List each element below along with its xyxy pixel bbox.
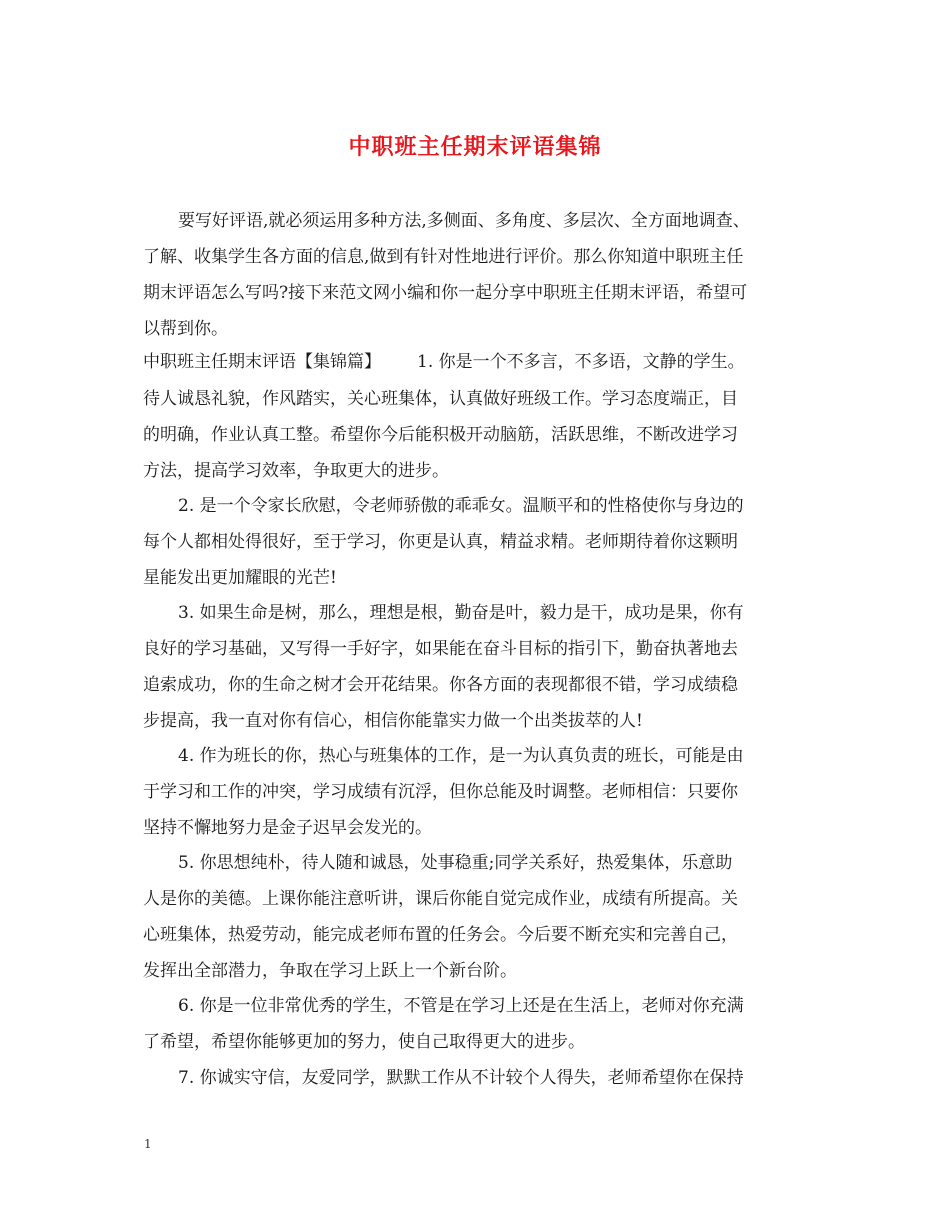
intro-line-1: 要写好评语,就必须运用多种方法,多侧面、多角度、多层次、全方面地调查、	[178, 211, 750, 231]
document-title: 中职班主任期末评语集锦	[348, 134, 602, 160]
comment-5-line-3: 心班集体，热爱劳动，能完成老师布置的任务会。今后要不断充实和完善自己，	[143, 925, 738, 945]
comment-1-line-2: 待人诚恳礼貌，作风踏实，关心班集体，认真做好班级工作。学习态度端正，目	[143, 389, 738, 409]
section-heading: 中职班主任期末评语【集锦篇】	[143, 352, 381, 372]
comment-3-line-3: 追索成功，你的生命之树才会开花结果。你各方面的表现都很不错，学习成绩稳	[143, 675, 738, 695]
comment-3-line-1: 3. 如果生命是树，那么，理想是根，勤奋是叶，毅力是干，成功是果，你有	[178, 603, 744, 623]
section-heading-line	[143, 350, 745, 374]
comment-2-line-3: 星能发出更加耀眼的光芒!	[143, 568, 337, 588]
comment-2-line-1: 2. 是一个令家长欣慰，令老师骄傲的乖乖女。温顺平和的性格使你与身边的	[178, 496, 744, 516]
comment-3-line-4: 步提高，我一直对你有信心，相信你能靠实力做一个出类拔萃的人!	[143, 711, 643, 731]
comment-6-line-2: 了希望，希望你能够更加的努力，使自己取得更大的进步。	[143, 1032, 585, 1052]
comment-7-line-1: 7. 你诚实守信，友爱同学，默默工作从不计较个人得失，老师希望你在保持	[178, 1068, 744, 1088]
comment-1-line-4: 方法，提高学习效率，争取更大的进步。	[143, 461, 449, 481]
comment-1-line-3: 的明确，作业认真工整。希望你今后能积极开动脑筋，活跃思维，不断改进学习	[143, 425, 738, 445]
comment-6-line-1: 6. 你是一位非常优秀的学生，不管是在学习上还是在生活上，老师对你充满	[178, 996, 744, 1016]
comment-5-line-4: 发挥出全部潜力，争取在学习上跃上一个新台阶。	[143, 961, 517, 981]
comment-2-line-2: 每个人都相处得很好，至于学习，你更是认真，精益求精。老师期待着你这颗明	[143, 532, 738, 552]
comment-1-line-1: 1. 你是一个不多言，不多语，文静的学生。	[417, 352, 745, 372]
comment-4-line-1: 4. 作为班长的你，热心与班集体的工作，是一为认真负责的班长，可能是由	[178, 746, 744, 766]
intro-line-4: 以帮到你。	[143, 319, 228, 339]
comment-4-line-2: 于学习和工作的冲突，学习成绩有沉浮，但你总能及时调整。老师相信：只要你	[143, 782, 738, 802]
comment-5-line-1: 5. 你思想纯朴，待人随和诚恳，处事稳重;同学关系好，热爱集体，乐意助	[178, 853, 733, 873]
intro-line-3: 期末评语怎么写吗?接下来范文网小编和你一起分享中职班主任期末评语，希望可	[143, 283, 748, 303]
intro-line-2: 了解、收集学生各方面的信息,做到有针对性地进行评价。那么你知道中职班主任	[143, 247, 744, 267]
comment-5-line-2: 人是你的美德。上课你能注意听讲，课后你能自觉完成作业，成绩有所提高。关	[143, 889, 738, 909]
comment-3-line-2: 良好的学习基础，又写得一手好字，如果能在奋斗目标的指引下，勤奋执著地去	[143, 639, 738, 659]
comment-4-line-3: 坚持不懈地努力是金子迟早会发光的。	[143, 818, 432, 838]
page-number: 1	[144, 1137, 152, 1151]
